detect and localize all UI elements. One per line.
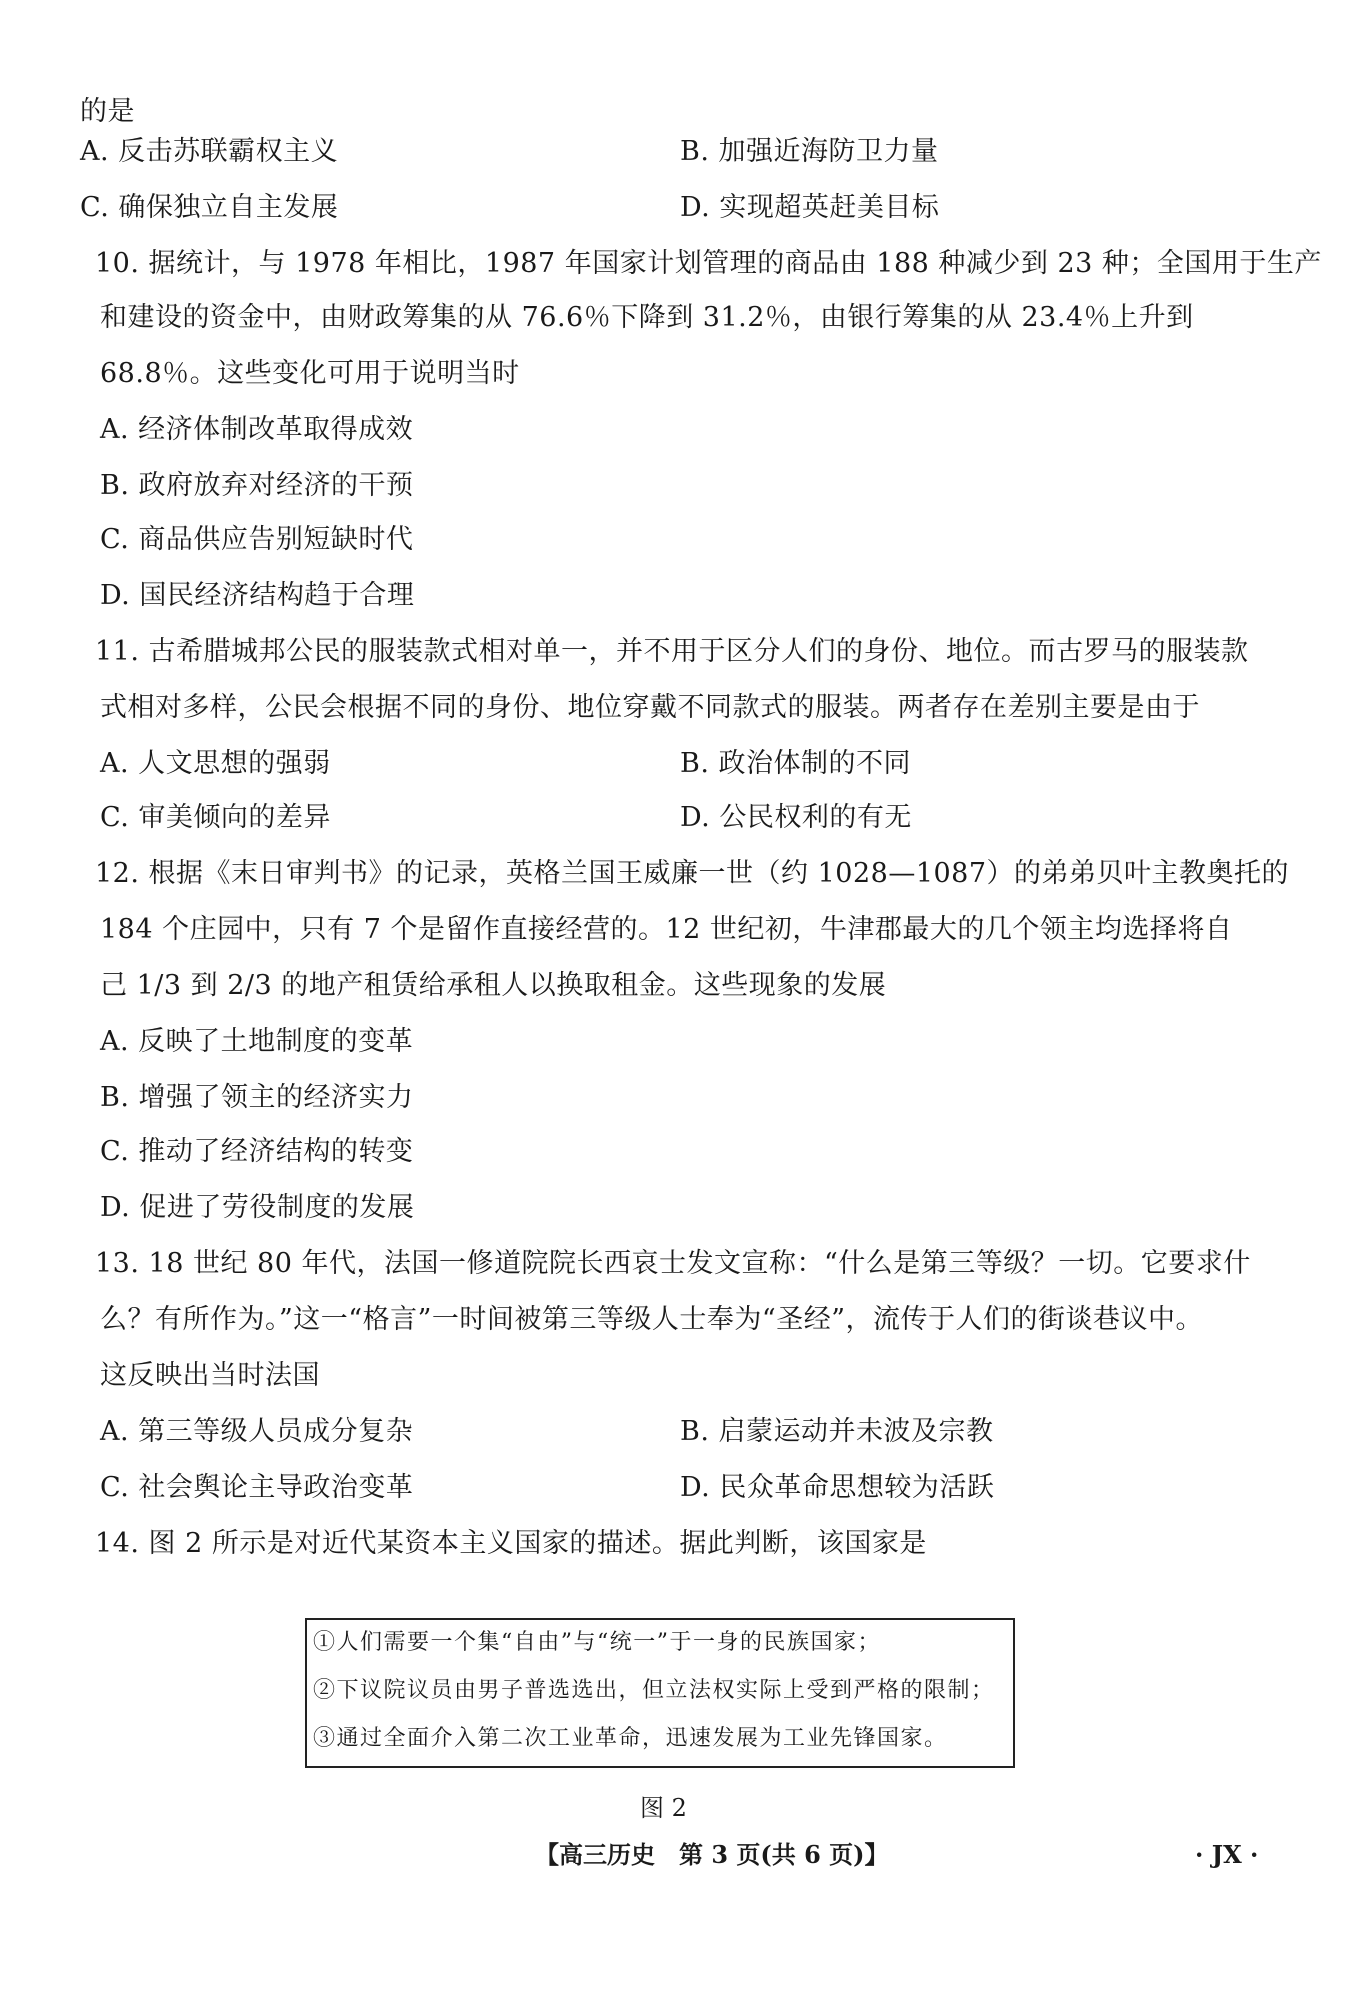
q9-option-c: C. 确保独立自主发展 <box>80 192 339 223</box>
q10-option-c: C. 商品供应告别短缺时代 <box>100 524 414 555</box>
q13-stem-line-3: 这反映出当时法国 <box>100 1360 320 1391</box>
q12-option-c: C. 推动了经济结构的转变 <box>100 1136 414 1167</box>
q13-option-d: D. 民众革命思想较为活跃 <box>680 1472 995 1503</box>
figure-2-box <box>305 1618 1015 1768</box>
figure-2-line-2: ②下议院议员由男子普选选出，但立法权实际上受到严格的限制； <box>313 1678 995 1703</box>
q12-stem-line-1: 12. 根据《末日审判书》的记录，英格兰国王威廉一世（约 1028—1087）的弟弟贝叶主教奥托的 <box>95 858 1290 889</box>
q11-option-c: C. 审美倾向的差异 <box>100 802 331 833</box>
q11-stem-line-1: 11. 古希腊城邦公民的服装款式相对单一，并不用于区分人们的身份、地位。而古罗马的服装款 <box>95 636 1249 667</box>
q10-stem-line-1: 10. 据统计，与 1978 年相比，1987 年国家计划管理的商品由 188 种减少到 23 种；全国用于生产 <box>95 248 1322 279</box>
exam-code: · JX · <box>1195 1840 1259 1869</box>
q13-option-c: C. 社会舆论主导政治变革 <box>100 1472 414 1503</box>
q11-option-b: B. 政治体制的不同 <box>680 748 912 779</box>
q9-option-b: B. 加强近海防卫力量 <box>680 136 939 167</box>
q10-option-d: D. 国民经济结构趋于合理 <box>100 580 415 611</box>
q10-option-a: A. 经济体制改革取得成效 <box>100 414 414 445</box>
q12-option-d: D. 促进了劳役制度的发展 <box>100 1192 415 1223</box>
figure-2-line-3: ③通过全面介入第二次工业革命，迅速发展为工业先锋国家。 <box>313 1726 948 1751</box>
q12-option-b: B. 增强了领主的经济实力 <box>100 1082 414 1113</box>
q10-stem-line-2: 和建设的资金中，由财政筹集的从 76.6％下降到 31.2％，由银行筹集的从 23.4％上升到 <box>100 302 1194 333</box>
q12-stem-line-3: 己 1/3 到 2/3 的地产租赁给承租人以换取租金。这些现象的发展 <box>100 970 887 1001</box>
q11-option-d: D. 公民权利的有无 <box>680 802 912 833</box>
figure-2-line-1: ①人们需要一个集“自由”与“统一”于一身的民族国家； <box>313 1630 881 1655</box>
q12-option-a: A. 反映了土地制度的变革 <box>100 1026 414 1057</box>
q13-stem-line-1: 13. 18 世纪 80 年代，法国一修道院院长西哀士发文宣称：“什么是第三等级？一切。它要求什 <box>95 1248 1251 1279</box>
q9-stem-end: 的是 <box>80 96 135 127</box>
q13-option-a: A. 第三等级人员成分复杂 <box>100 1416 414 1447</box>
q9-option-d: D. 实现超英赶美目标 <box>680 192 940 223</box>
page-footer: 【高三历史 第 3 页(共 6 页)】 <box>535 1840 889 1869</box>
q10-stem-line-3: 68.8％。这些变化可用于说明当时 <box>100 358 520 389</box>
q10-option-b: B. 政府放弃对经济的干预 <box>100 470 414 501</box>
q12-stem-line-2: 184 个庄园中，只有 7 个是留作直接经营的。12 世纪初，牛津郡最大的几个领主均选择将自 <box>100 914 1233 945</box>
q11-stem-line-2: 式相对多样，公民会根据不同的身份、地位穿戴不同款式的服装。两者存在差别主要是由于 <box>100 692 1200 723</box>
figure-2-caption: 图 2 <box>640 1794 687 1822</box>
q9-option-a: A. 反击苏联霸权主义 <box>80 136 339 167</box>
q14-stem: 14. 图 2 所示是对近代某资本主义国家的描述。据此判断，该国家是 <box>95 1528 927 1559</box>
q13-option-b: B. 启蒙运动并未波及宗教 <box>680 1416 994 1447</box>
q13-stem-line-2: 么？有所作为。”这一“格言”一时间被第三等级人士奉为“圣经”，流传于人们的街谈巷议中。 <box>100 1304 1204 1335</box>
q11-option-a: A. 人文思想的强弱 <box>100 748 331 779</box>
